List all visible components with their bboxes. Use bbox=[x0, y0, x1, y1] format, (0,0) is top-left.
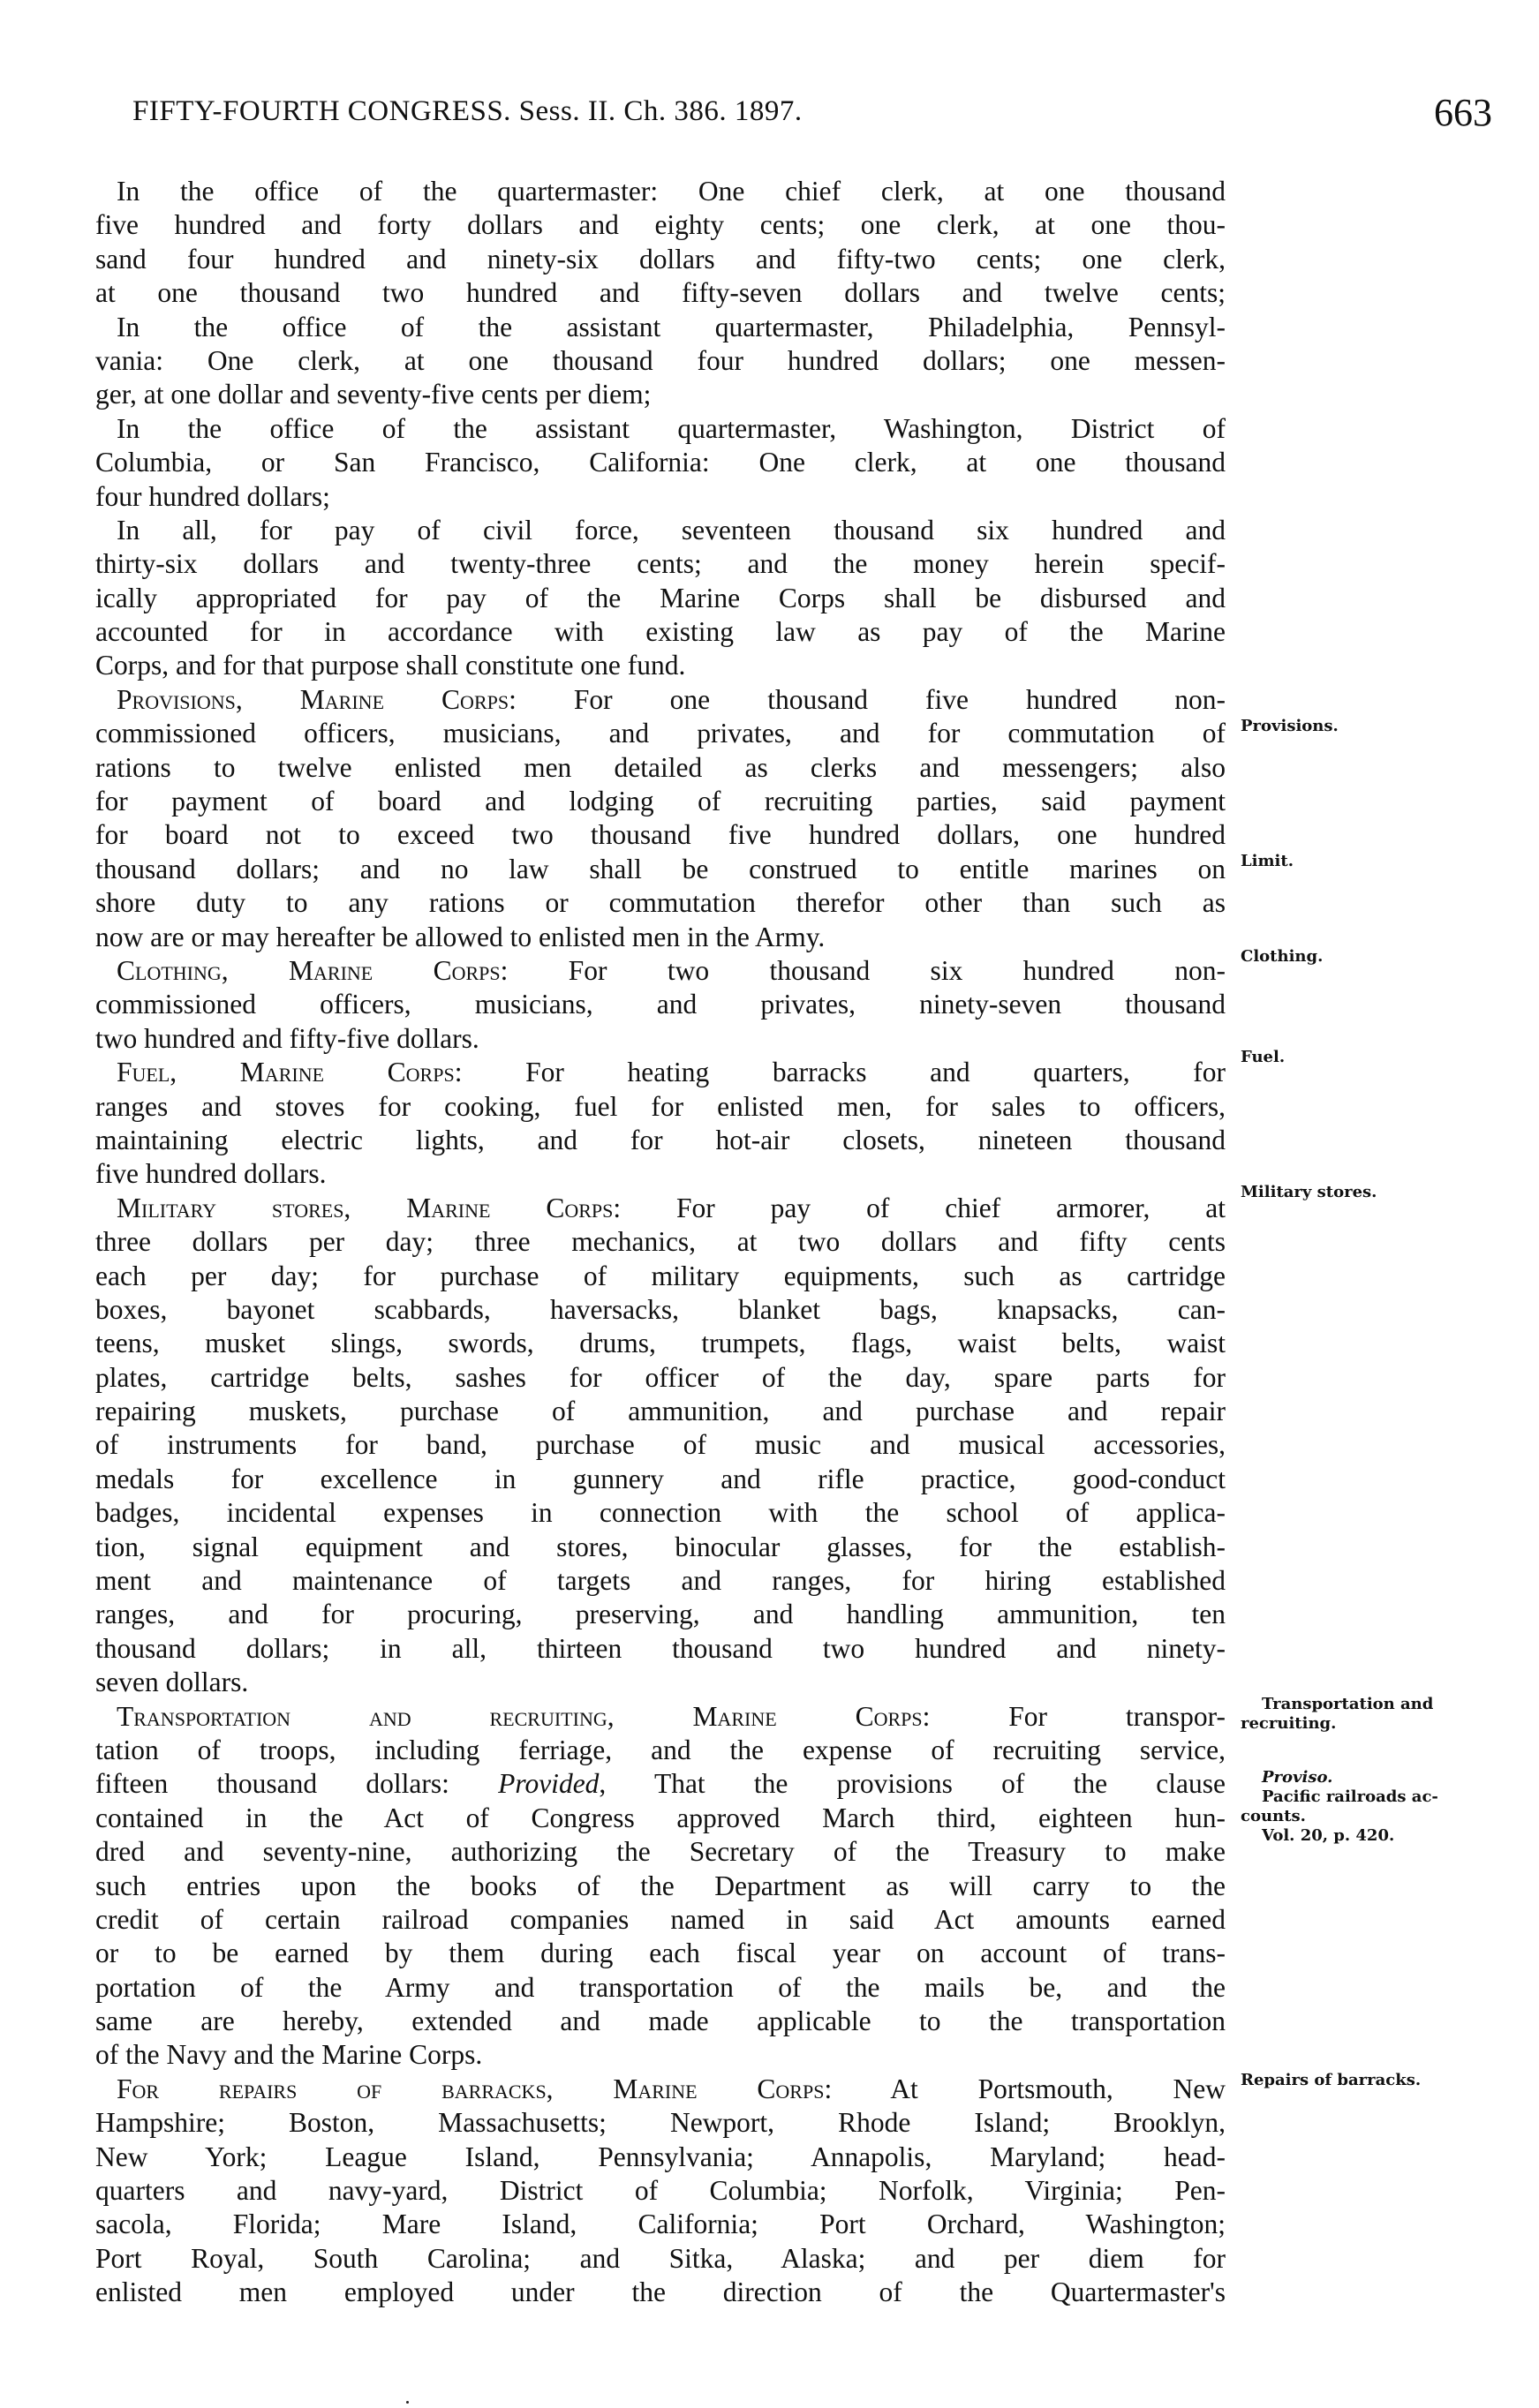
text-line: tation of troops, including ferriage, and the expense of recruiting service, bbox=[95, 1734, 1226, 1765]
text-line: sand four hundred and ninety-six dollars and fifty-two cents; one clerk, bbox=[95, 243, 1226, 275]
text-line: accounted for in accordance with existing law as pay of the Marine bbox=[95, 616, 1226, 648]
text-line: for payment of board and lodging of recruiting parties, said payment bbox=[95, 786, 1226, 817]
text-line: for board not to exceed two thousand five hundred dollars, one hundred bbox=[95, 819, 1226, 851]
text-line: ranges and stoves for cooking, fuel for enlisted men, for sales to officers, bbox=[95, 1090, 1226, 1122]
margin-note-limit: Limit. bbox=[1241, 852, 1294, 870]
text-line: ranges, and for procuring, preserving, and handling ammunition, ten bbox=[95, 1599, 1226, 1630]
running-head: FIFTY-FOURTH CONGRESS. Sess. II. Ch. 386. 1897. bbox=[132, 95, 803, 127]
text-line: rations to twelve enlisted men detailed as clerks and messengers; also bbox=[95, 751, 1226, 783]
text-line: ment and maintenance of targets and ranges, for hiring established bbox=[95, 1565, 1226, 1597]
text-line: New York; League Island, Pennsylvania; Annapolis, Maryland; head- bbox=[95, 2141, 1226, 2172]
speck bbox=[406, 2401, 409, 2404]
text-line: fifteen thousand dollars: Provided, That the provisions of the clause bbox=[95, 1768, 1226, 1800]
text-line: portation of the Army and transportation of the mails be, and the bbox=[95, 1971, 1226, 2003]
text-line: repairing muskets, purchase of ammunition, and purchase and repair bbox=[95, 1396, 1226, 1427]
text-line: tion, signal equipment and stores, binocular glasses, for the establish- bbox=[95, 1531, 1226, 1562]
text-line: ger, at one dollar and seventy-five cents per diem; bbox=[95, 379, 652, 410]
section-heading: Fuel, Marine Corps bbox=[117, 1057, 455, 1088]
text-line: Columbia, or San Francisco, California: One clerk, at one thousand bbox=[95, 447, 1226, 478]
margin-note-transportation-line1: Transportation and bbox=[1262, 1695, 1434, 1713]
text-line: In all, for pay of civil force, seventeen thousand six hundred and bbox=[117, 514, 1226, 546]
text-line: plates, cartridge belts, sashes for officer of the day, spare parts for bbox=[95, 1361, 1226, 1393]
text-line: four hundred dollars; bbox=[95, 480, 330, 512]
margin-note-proviso bbox=[1241, 1768, 1505, 1846]
text-line: at one thousand two hundred and fifty-seven dollars and twelve cents; bbox=[95, 277, 1226, 309]
text-line: thousand dollars; in all, thirteen thousand two hundred and ninety- bbox=[95, 1632, 1226, 1664]
text-line: In the office of the quartermaster: One chief clerk, at one thousand bbox=[117, 176, 1226, 207]
margin-note-pacific-line2: counts. bbox=[1241, 1807, 1306, 1825]
text-line: each per day; for purchase of military equipments, such as cartridge bbox=[95, 1260, 1226, 1291]
text-line: commissioned officers, musicians, and privates, ninety-seven thousand bbox=[95, 989, 1226, 1020]
text-line: five hundred and forty dollars and eighty cents; one clerk, at one thou- bbox=[95, 209, 1226, 241]
margin-note-repairs: Repairs of barracks. bbox=[1241, 2071, 1422, 2089]
text-line: ically appropriated for pay of the Marine Corps shall be disbursed and bbox=[95, 582, 1226, 613]
page-number: 663 bbox=[1434, 91, 1492, 134]
text-line: five hundred dollars. bbox=[95, 1158, 327, 1190]
text-line: For repairs of barracks, Marine Corps: At Portsmouth, New bbox=[117, 2073, 1226, 2104]
text-line: Corps, and for that purpose shall constitute one fund. bbox=[95, 650, 686, 681]
margin-note-vol-ref: Vol. 20, p. 420. bbox=[1262, 1826, 1395, 1845]
text-line: thousand dollars; and no law shall be construed to entitle marines on bbox=[95, 853, 1226, 884]
text-line: badges, incidental expenses in connection with the school of applica- bbox=[95, 1497, 1226, 1529]
margin-note-provisions: Provisions. bbox=[1241, 717, 1339, 735]
section-heading: Transportation and recruiting, Marine Corps bbox=[117, 1700, 923, 1732]
section-heading: Provisions, Marine Corps bbox=[117, 683, 509, 715]
proviso-term: Provided bbox=[498, 1768, 600, 1800]
margin-note-fuel: Fuel. bbox=[1241, 1048, 1286, 1066]
text-line: vania: One clerk, at one thousand four hundred dollars; one messen- bbox=[95, 344, 1226, 376]
text-line: In the office of the assistant quartermaster, Washington, District of bbox=[117, 412, 1226, 444]
margin-note-transportation bbox=[1241, 1695, 1505, 1734]
margin-note-proviso-label: Proviso. bbox=[1262, 1768, 1333, 1787]
text-line: In the office of the assistant quartermaster, Philadelphia, Pennsyl- bbox=[117, 311, 1226, 342]
text-line: Provisions, Marine Corps: For one thousand five hundred non- bbox=[117, 683, 1226, 715]
text-line: or to be earned by them during each fiscal year on account of trans- bbox=[95, 1938, 1226, 1969]
text-line: Hampshire; Boston, Massachusetts; Newport, Rhode Island; Brooklyn, bbox=[95, 2107, 1226, 2139]
section-heading: Military stores, Marine Corps bbox=[117, 1192, 614, 1223]
text-line: such entries upon the books of the Department as will carry to the bbox=[95, 1870, 1226, 1901]
text-line: of instruments for band, purchase of music and musical accessories, bbox=[95, 1429, 1226, 1461]
text-line: three dollars per day; three mechanics, at two dollars and fifty cents bbox=[95, 1226, 1226, 1258]
text-line: Transportation and recruiting, Marine Corps: For transpor- bbox=[117, 1700, 1226, 1732]
margin-note-clothing: Clothing. bbox=[1241, 947, 1324, 966]
margin-note-pacific-line1: Pacific railroads ac- bbox=[1262, 1787, 1438, 1806]
text-line: Port Royal, South Carolina; and Sitka, Alaska; and per diem for bbox=[95, 2242, 1226, 2274]
text-line: Military stores, Marine Corps: For pay of chief armorer, at bbox=[117, 1192, 1226, 1223]
text-line: Clothing, Marine Corps: For two thousand six hundred non- bbox=[117, 954, 1226, 986]
body-text bbox=[95, 175, 1226, 2310]
text-line: dred and seventy-nine, authorizing the Secretary of the Treasury to make bbox=[95, 1836, 1226, 1868]
text-line: maintaining electric lights, and for hot-air closets, nineteen thousand bbox=[95, 1124, 1226, 1155]
text-line: quarters and navy-yard, District of Columbia; Norfolk, Virginia; Pen- bbox=[95, 2175, 1226, 2207]
text-line: Fuel, Marine Corps: For heating barracks and quarters, for bbox=[117, 1057, 1226, 1088]
text-line: commissioned officers, musicians, and privates, and for commutation of bbox=[95, 718, 1226, 749]
margin-note-transportation-line2: recruiting. bbox=[1241, 1714, 1337, 1733]
margin-note-military-stores: Military stores. bbox=[1241, 1183, 1377, 1201]
text-line: same are hereby, extended and made applicable to the transportation bbox=[95, 2005, 1226, 2037]
text-line: shore duty to any rations or commutation therefor other than such as bbox=[95, 887, 1226, 919]
running-header bbox=[132, 91, 1492, 139]
text-line: two hundred and fifty-five dollars. bbox=[95, 1022, 479, 1054]
text-line: boxes, bayonet scabbards, haversacks, blanket bags, knapsacks, can- bbox=[95, 1293, 1226, 1325]
text-line: medals for excellence in gunnery and rifle practice, good-conduct bbox=[95, 1463, 1226, 1494]
section-heading: For repairs of barracks, Marine Corps bbox=[117, 2073, 825, 2104]
text-line: contained in the Act of Congress approved March third, eighteen hun- bbox=[95, 1802, 1226, 1833]
text-line: seven dollars. bbox=[95, 1667, 249, 1698]
section-heading: Clothing, Marine Corps bbox=[117, 954, 501, 986]
text-line: of the Navy and the Marine Corps. bbox=[95, 2039, 483, 2071]
text-line: credit of certain railroad companies named in said Act amounts earned bbox=[95, 1903, 1226, 1935]
text-line: now are or may hereafter be allowed to enlisted men in the Army. bbox=[95, 921, 826, 952]
text-line: sacola, Florida; Mare Island, California; Port Orchard, Washington; bbox=[95, 2209, 1226, 2240]
text-line: teens, musket slings, swords, drums, trumpets, flags, waist belts, waist bbox=[95, 1328, 1226, 1359]
text-line: enlisted men employed under the direction of the Quartermaster's bbox=[95, 2276, 1226, 2308]
text-line: thirty-six dollars and twenty-three cents; and the money herein specif- bbox=[95, 548, 1226, 580]
